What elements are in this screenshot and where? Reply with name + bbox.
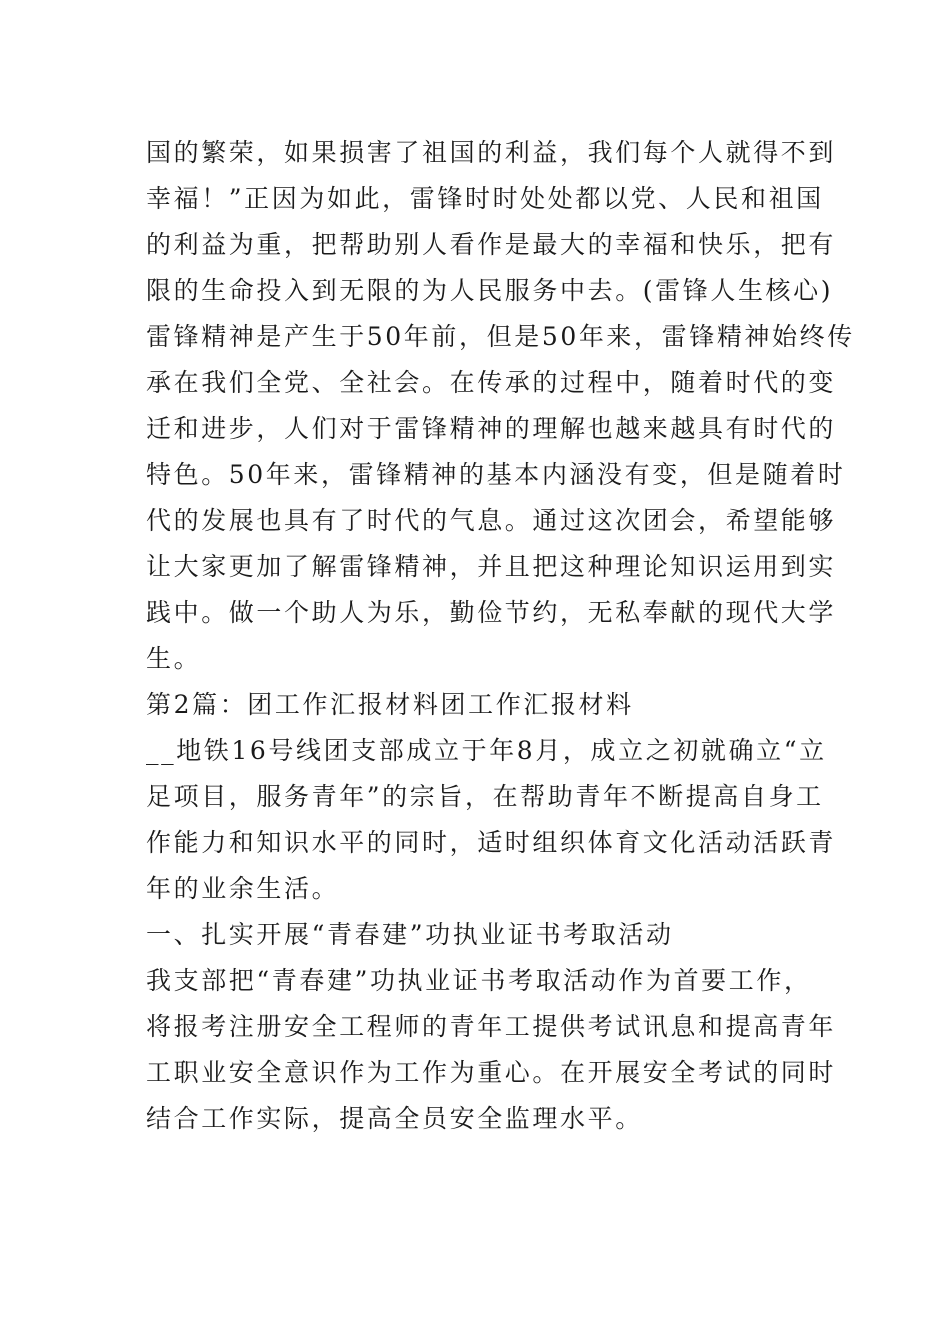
text-line: 代的发展也具有了时代的气息。通过这次团会，希望能够 xyxy=(146,506,837,535)
text-line: 将报考注册安全工程师的青年工提供考试讯息和提高青年 xyxy=(146,1012,837,1041)
section-heading: 第2篇：团工作汇报材料团工作汇报材料 xyxy=(146,690,634,719)
text-line: 限的生命投入到无限的为人民服务中去。(雷锋人生核心) xyxy=(146,276,834,305)
text-line: 的利益为重，把帮助别人看作是最大的幸福和快乐，把有 xyxy=(146,230,837,259)
text-line: 雷锋精神是产生于50年前，但是50年来，雷锋精神始终传 xyxy=(146,322,855,351)
subsection-heading: 一、扎实开展“青春建”功执业证书考取活动 xyxy=(146,920,674,949)
text-line: 幸福！”正因为如此，雷锋时时处处都以党、人民和祖国 xyxy=(146,184,824,213)
text-line: 工职业安全意识作为工作为重心。在开展安全考试的同时 xyxy=(146,1058,837,1087)
text-line: 结合工作实际，提高全员安全监理水平。 xyxy=(146,1104,643,1133)
text-line: 作能力和知识水平的同时，适时组织体育文化活动活跃青 xyxy=(146,828,837,857)
text-line: 我支部把“青春建”功执业证书考取活动作为首要工作， xyxy=(146,966,812,995)
text-line: 迁和进步，人们对于雷锋精神的理解也越来越具有时代的 xyxy=(146,414,837,443)
text-line: 特色。50年来，雷锋精神的基本内涵没有变，但是随着时 xyxy=(146,460,846,489)
text-line: 年的业余生活。 xyxy=(146,874,340,903)
text-line: 足项目，服务青年”的宗旨，在帮助青年不断提高自身工 xyxy=(146,782,824,811)
document-body xyxy=(146,130,855,1142)
text-line: 国的繁荣，如果损害了祖国的利益，我们每个人就得不到 xyxy=(146,138,837,167)
text-line: 让大家更加了解雷锋精神，并且把这种理论知识运用到实 xyxy=(146,552,837,581)
text-line: __地铁16号线团支部成立于年8月，成立之初就确立“立 xyxy=(146,736,827,765)
text-line: 承在我们全党、全社会。在传承的过程中，随着时代的变 xyxy=(146,368,837,397)
text-line: 生。 xyxy=(146,644,202,673)
text-line: 践中。做一个助人为乐，勤俭节约，无私奉献的现代大学 xyxy=(146,598,837,627)
